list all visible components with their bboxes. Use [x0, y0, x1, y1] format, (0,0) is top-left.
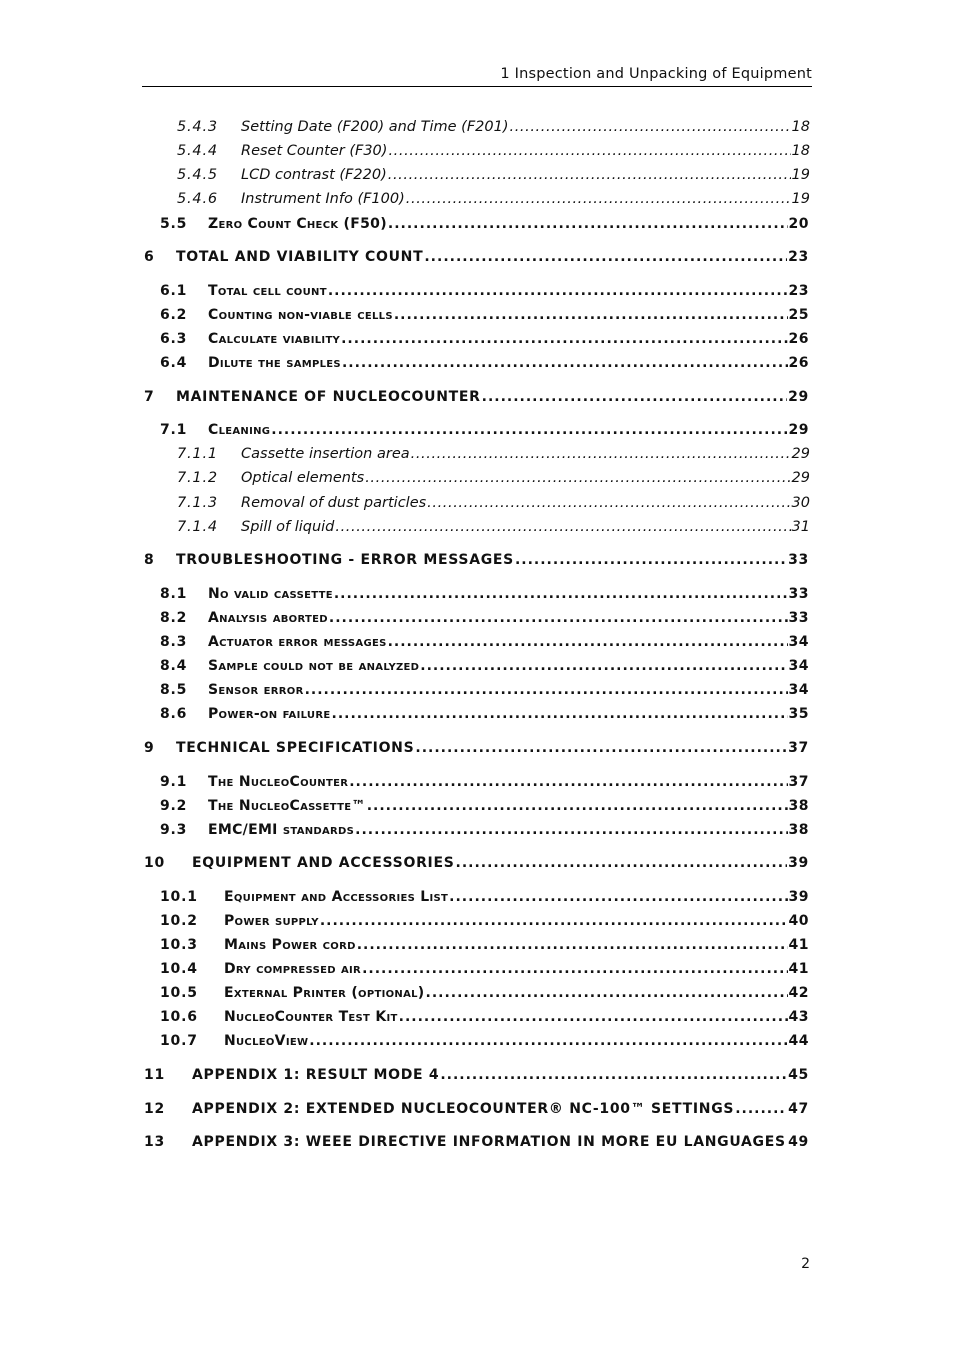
toc-entry[interactable] [0, 119, 954, 139]
toc-leader-dots [510, 119, 791, 135]
toc-entry[interactable] [0, 216, 954, 236]
toc-entry-number: 8.2 [160, 610, 188, 626]
toc-entry-title: Reset Counter (F30) [241, 143, 388, 159]
toc-entry[interactable] [0, 658, 954, 678]
toc-entry[interactable] [0, 249, 954, 269]
toc-entry[interactable] [0, 937, 954, 957]
toc-entry-title: NucleoView [224, 1033, 309, 1049]
toc-leader-dots [415, 740, 787, 756]
toc-entry-page: 19 [791, 167, 810, 183]
toc-leader-dots [440, 1067, 787, 1083]
toc-entry-number: 8.1 [160, 586, 188, 602]
toc-entry-title: The NucleoCassette™ [208, 798, 366, 814]
toc-entry[interactable] [0, 470, 954, 490]
toc-leader-dots [406, 191, 791, 207]
toc-entry-page: 42 [788, 985, 809, 1001]
toc-entry-page: 29 [788, 389, 809, 405]
toc-leader-dots [349, 774, 787, 790]
toc-entry-page: 38 [788, 798, 809, 814]
toc-entry[interactable] [0, 422, 954, 442]
toc-entry-number: 6.1 [160, 283, 188, 299]
toc-entry-number: 5.4.4 [177, 143, 218, 159]
toc-entry-title: TOTAL AND VIABILITY COUNT [176, 249, 424, 265]
toc-entry-title: Analysis aborted [208, 610, 328, 626]
toc-entry[interactable] [0, 307, 954, 327]
toc-entry-number: 5.4.3 [177, 119, 218, 135]
toc-entry-title: Setting Date (F200) and Time (F201) [241, 119, 509, 135]
toc-entry-number: 9.1 [160, 774, 188, 790]
toc-entry-page: 29 [791, 446, 810, 462]
toc-leader-dots [328, 283, 788, 299]
toc-entry-page: 41 [788, 961, 809, 977]
toc-leader-dots [456, 855, 788, 871]
toc-entry-page: 25 [788, 307, 809, 323]
header-rule [142, 86, 812, 87]
toc-entry-title: TROUBLESHOOTING - ERROR MESSAGES [176, 552, 514, 568]
toc-entry-page: 34 [788, 682, 809, 698]
toc-entry-title: Sensor error [208, 682, 304, 698]
toc-entry[interactable] [0, 355, 954, 375]
toc-entry[interactable] [0, 1067, 954, 1087]
toc-entry-title: Removal of dust particles [241, 495, 427, 511]
toc-entry-title: Zero Count Check (F50) [208, 216, 387, 232]
toc-entry-number: 9 [144, 740, 155, 756]
toc-entry-title: TECHNICAL SPECIFICATIONS [176, 740, 415, 756]
toc-entry-title: Actuator error messages [208, 634, 387, 650]
toc-entry-title: MAINTENANCE OF NUCLEOCOUNTER [176, 389, 481, 405]
toc-entry-number: 8.4 [160, 658, 188, 674]
toc-leader-dots [515, 552, 787, 568]
toc-entry[interactable] [0, 740, 954, 760]
toc-entry-page: 18 [791, 119, 810, 135]
toc-leader-dots [367, 798, 788, 814]
toc-leader-dots [394, 307, 788, 323]
toc-leader-dots [271, 422, 787, 438]
toc-entry-title: APPENDIX 2: EXTENDED NUCLEOCOUNTER® NC-100™ SETTINGS [192, 1101, 735, 1117]
toc-entry[interactable] [0, 495, 954, 515]
toc-entry-page: 41 [788, 937, 809, 953]
toc-leader-dots [388, 634, 788, 650]
toc-leader-dots [399, 1009, 788, 1025]
toc-leader-dots [411, 446, 791, 462]
toc-entry-page: 26 [788, 331, 809, 347]
toc-entry-number: 9.3 [160, 822, 188, 838]
toc-entry-number: 6.4 [160, 355, 188, 371]
toc-entry-title: Dilute the samples [208, 355, 341, 371]
toc-entry[interactable] [0, 822, 954, 842]
toc-entry[interactable] [0, 1101, 954, 1121]
toc-entry[interactable] [0, 889, 954, 909]
toc-entry-page: 47 [788, 1101, 809, 1117]
toc-entry-title: Power-on failure [208, 706, 331, 722]
toc-leader-dots [365, 470, 790, 486]
toc-leader-dots [355, 822, 787, 838]
toc-entry[interactable] [0, 913, 954, 933]
toc-leader-dots [305, 682, 788, 698]
toc-entry-number: 8.3 [160, 634, 188, 650]
running-header: 1 Inspection and Unpacking of Equipment [500, 66, 812, 82]
toc-leader-dots [362, 961, 787, 977]
toc-entry-number: 7.1 [160, 422, 188, 438]
toc-entry-number: 8.6 [160, 706, 188, 722]
toc-entry-title: Spill of liquid [241, 519, 335, 535]
toc-entry-title: The NucleoCounter [208, 774, 349, 790]
toc-entry-title: Cassette insertion area [241, 446, 410, 462]
toc-entry-page: 40 [788, 913, 809, 929]
toc-entry[interactable] [0, 1134, 954, 1154]
toc-entry-title: LCD contrast (F220) [241, 167, 387, 183]
toc-entry-page: 29 [791, 470, 810, 486]
toc-entry-number: 10.3 [160, 937, 198, 953]
toc-entry-page: 30 [791, 495, 810, 511]
toc-entry-title: Power supply [224, 913, 319, 929]
toc-leader-dots [341, 331, 787, 347]
toc-entry-number: 10.1 [160, 889, 198, 905]
toc-entry-number: 6.2 [160, 307, 188, 323]
toc-entry-number: 5.4.6 [177, 191, 218, 207]
toc-entry[interactable] [0, 552, 954, 572]
toc-entry-page: 37 [788, 774, 809, 790]
toc-entry-page: 34 [788, 634, 809, 650]
toc-entry-number: 12 [144, 1101, 165, 1117]
toc-entry-page: 20 [788, 216, 809, 232]
toc-entry-page: 43 [788, 1009, 809, 1025]
toc-entry-title: APPENDIX 1: RESULT MODE 4 [192, 1067, 440, 1083]
toc-leader-dots [334, 586, 788, 602]
toc-entry-title: EMC/EMI standards [208, 822, 355, 838]
toc-entry[interactable] [0, 283, 954, 303]
toc-entry-number: 7 [144, 389, 155, 405]
toc-entry-title: APPENDIX 3: WEEE DIRECTIVE INFORMATION IN MORE EU LANGUAGES [192, 1134, 786, 1150]
toc-entry-page: 29 [788, 422, 809, 438]
toc-entry-number: 13 [144, 1134, 165, 1150]
toc-entry-number: 7.1.2 [177, 470, 218, 486]
toc-entry[interactable] [0, 855, 954, 875]
toc-entry[interactable] [0, 143, 954, 163]
toc-entry-page: 26 [788, 355, 809, 371]
toc-entry-page: 49 [788, 1134, 809, 1150]
toc-entry-title: Instrument Info (F100) [241, 191, 405, 207]
toc-entry[interactable] [0, 389, 954, 409]
toc-entry-page: 44 [788, 1033, 809, 1049]
toc-entry[interactable] [0, 610, 954, 630]
toc-entry[interactable] [0, 1009, 954, 1029]
toc-leader-dots [449, 889, 787, 905]
toc-entry[interactable] [0, 167, 954, 187]
page-number: 2 [801, 1256, 810, 1272]
toc-leader-dots [357, 937, 788, 953]
toc-entry-page: 34 [788, 658, 809, 674]
toc-entry-number: 7.1.3 [177, 495, 218, 511]
toc-entry-title: Optical elements [241, 470, 365, 486]
toc-entry-number: 7.1.1 [177, 446, 218, 462]
toc-entry-page: 33 [788, 552, 809, 568]
toc-leader-dots [388, 167, 791, 183]
toc-entry-title: Sample could not be analyzed [208, 658, 420, 674]
toc-leader-dots [426, 985, 788, 1001]
toc-entry-title: Dry compressed air [224, 961, 362, 977]
toc-entry-page: 39 [788, 855, 809, 871]
toc-entry-title: Equipment and Accessories List [224, 889, 449, 905]
toc-entry-number: 5.5 [160, 216, 188, 232]
toc-leader-dots [427, 495, 790, 511]
toc-entry[interactable] [0, 446, 954, 466]
toc-entry[interactable] [0, 519, 954, 539]
toc-entry[interactable] [0, 706, 954, 726]
toc-entry-number: 10.2 [160, 913, 198, 929]
toc-entry-number: 10.7 [160, 1033, 198, 1049]
toc-entry[interactable] [0, 682, 954, 702]
toc-entry-number: 6.3 [160, 331, 188, 347]
toc-entry-number: 5.4.5 [177, 167, 218, 183]
toc-entry-title: Total cell count [208, 283, 327, 299]
toc-entry-page: 33 [788, 610, 809, 626]
toc-entry-number: 8.5 [160, 682, 188, 698]
toc-leader-dots [424, 249, 787, 265]
toc-entry-number: 10.5 [160, 985, 198, 1001]
toc-leader-dots [735, 1101, 787, 1117]
toc-entry-title: NucleoCounter Test Kit [224, 1009, 398, 1025]
toc-leader-dots [388, 216, 788, 232]
toc-entry-page: 37 [788, 740, 809, 756]
toc-entry-title: Mains Power cord [224, 937, 356, 953]
toc-entry[interactable] [0, 961, 954, 981]
toc-entry-title: Cleaning [208, 422, 271, 438]
toc-leader-dots [420, 658, 787, 674]
toc-entry-number: 10.6 [160, 1009, 198, 1025]
toc-leader-dots [482, 389, 787, 405]
toc-leader-dots [332, 706, 788, 722]
toc-entry-page: 35 [788, 706, 809, 722]
toc-entry-number: 6 [144, 249, 155, 265]
toc-entry-page: 19 [791, 191, 810, 207]
toc-entry-number: 8 [144, 552, 155, 568]
toc-leader-dots [342, 355, 788, 371]
toc-entry-number: 7.1.4 [177, 519, 218, 535]
toc-entry[interactable] [0, 586, 954, 606]
toc-entry[interactable] [0, 1033, 954, 1053]
toc-entry-page: 33 [788, 586, 809, 602]
toc-entry[interactable] [0, 191, 954, 211]
toc-entry-number: 10 [144, 855, 165, 871]
toc-leader-dots [320, 913, 788, 929]
toc-entry-number: 10.4 [160, 961, 198, 977]
toc-entry-title: EQUIPMENT AND ACCESSORIES [192, 855, 455, 871]
toc-entry-number: 11 [144, 1067, 165, 1083]
toc-entry-page: 39 [788, 889, 809, 905]
toc-entry[interactable] [0, 774, 954, 794]
toc-entry-page: 38 [788, 822, 809, 838]
toc-entry-title: No valid cassette [208, 586, 333, 602]
toc-entry-page: 18 [791, 143, 810, 159]
toc-leader-dots [309, 1033, 787, 1049]
toc-entry-title: Calculate viability [208, 331, 341, 347]
toc-entry-page: 31 [791, 519, 810, 535]
toc-entry-page: 23 [788, 249, 809, 265]
toc-entry[interactable] [0, 985, 954, 1005]
toc-entry-number: 9.2 [160, 798, 188, 814]
toc-entry[interactable] [0, 634, 954, 654]
toc-entry-page: 45 [788, 1067, 809, 1083]
toc-leader-dots [329, 610, 788, 626]
toc-entry-title: Counting non-viable cells [208, 307, 393, 323]
toc-entry[interactable] [0, 331, 954, 351]
toc-entry-title: External Printer (optional) [224, 985, 425, 1001]
toc-leader-dots [388, 143, 790, 159]
toc-entry-page: 23 [788, 283, 809, 299]
toc-entry[interactable] [0, 798, 954, 818]
toc-leader-dots [335, 519, 790, 535]
